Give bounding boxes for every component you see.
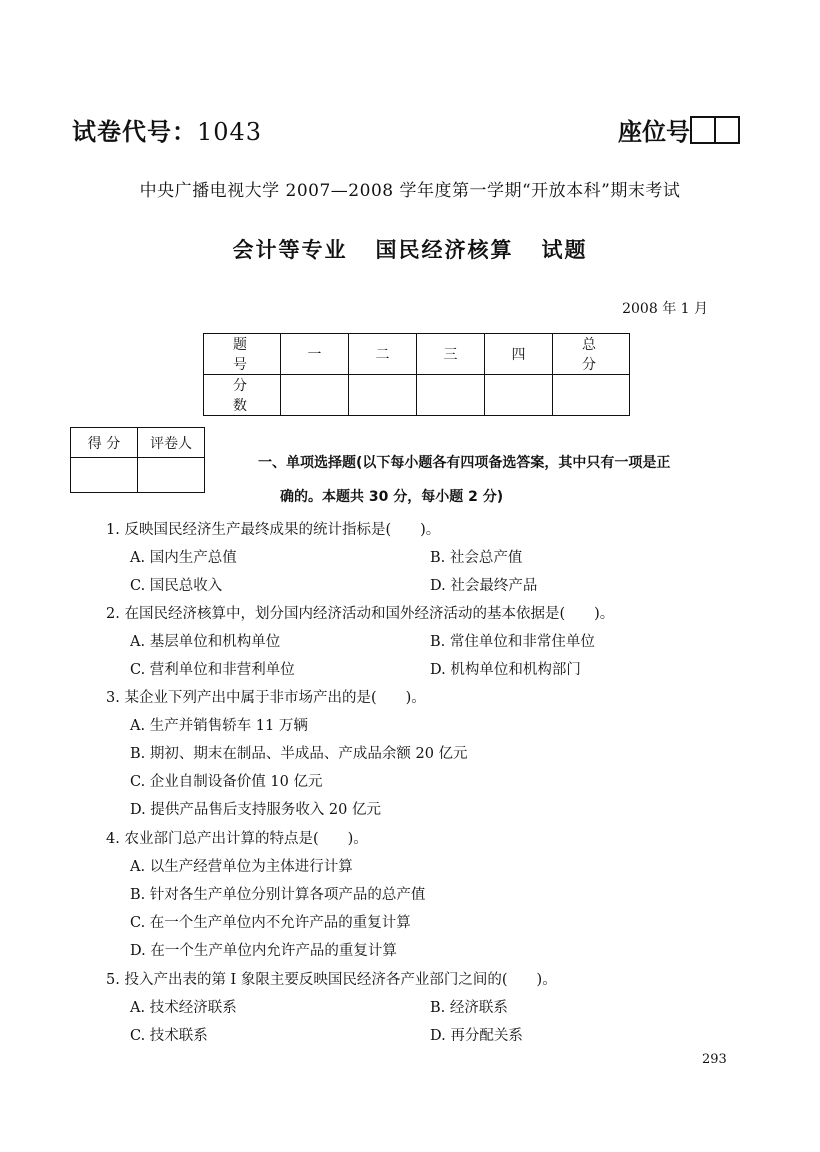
grader-table <box>70 427 205 493</box>
score-entry[interactable] <box>417 375 485 416</box>
score-entry[interactable] <box>485 375 553 416</box>
question-option: B. 期初、期末在制品、半成品、产成品余额 20 亿元 <box>130 746 468 762</box>
score-cell: 二 <box>349 334 417 375</box>
question-option: A. 基层单位和机构单位 <box>130 634 281 650</box>
score-table <box>203 333 630 416</box>
score-cell: 题 号 <box>204 334 281 375</box>
score-header-row <box>204 334 630 375</box>
question-option: D. 在一个生产单位内允许产品的重复计算 <box>130 943 397 959</box>
score-cell: 一 <box>281 334 349 375</box>
grader-entry[interactable] <box>138 458 205 493</box>
question-option: A. 技术经济联系 <box>130 1000 237 1016</box>
question-stem: 2. 在国民经济核算中，划分国内经济活动和国外经济活动的基本依据是( )。 <box>106 606 615 622</box>
grader-entry-row <box>71 458 205 493</box>
question-option: C. 在一个生产单位内不允许产品的重复计算 <box>130 915 411 931</box>
grader-cell: 评卷人 <box>138 428 205 458</box>
score-entry[interactable] <box>553 375 630 416</box>
section-heading: 一、单项选择题(以下每小题各有四项备选答案，其中只有一项是正 <box>258 455 671 471</box>
question-option: A. 国内生产总值 <box>130 550 237 566</box>
question-option: A. 生产并销售轿车 11 万辆 <box>130 718 308 734</box>
question-stem: 1. 反映国民经济生产最终成果的统计指标是( )。 <box>106 522 441 538</box>
seat-label: 座位号 <box>618 118 690 146</box>
paper-code-label: 试卷代号： <box>72 118 197 146</box>
exam-date: 2008 年 1 月 <box>622 301 708 317</box>
question-option: C. 技术联系 <box>130 1028 208 1044</box>
grader-entry[interactable] <box>71 458 138 493</box>
score-cell: 四 <box>485 334 553 375</box>
university-line: 中央广播电视大学 2007—2008 学年度第一学期“开放本科”期末考试 <box>139 181 681 201</box>
question-option: D. 机构单位和机构部门 <box>430 662 581 678</box>
grader-header-row <box>71 428 205 458</box>
seat-box[interactable] <box>690 116 716 144</box>
grader-cell: 得 分 <box>71 428 138 458</box>
section-heading: 确的。本题共 30 分，每小题 2 分) <box>280 489 504 505</box>
question-option: D. 社会最终产品 <box>430 578 538 594</box>
question-option: B. 社会总产值 <box>430 550 523 566</box>
question-option: D. 提供产品售后支持服务收入 20 亿元 <box>130 802 381 818</box>
question-option: D. 再分配关系 <box>430 1028 523 1044</box>
exam-title <box>0 234 820 264</box>
seat-number <box>618 112 740 147</box>
question-option: C. 企业自制设备价值 10 亿元 <box>130 774 323 790</box>
seat-box[interactable] <box>714 116 740 144</box>
question-option: B. 针对各生产单位分别计算各项产品的总产值 <box>130 887 426 903</box>
score-cell: 三 <box>417 334 485 375</box>
question-option: B. 经济联系 <box>430 1000 508 1016</box>
score-cell: 分 数 <box>204 375 281 416</box>
question-stem: 3. 某企业下列产出中属于非市场产出的是( )。 <box>106 690 426 706</box>
question-stem: 5. 投入产出表的第 Ⅰ 象限主要反映国民经济各产业部门之间的( )。 <box>106 972 557 988</box>
question-stem: 4. 农业部门总产出计算的特点是( )。 <box>106 831 368 847</box>
exam-course: 国民经济核算 <box>375 238 514 262</box>
question-option: C. 营利单位和非营利单位 <box>130 662 295 678</box>
exam-major: 会计等专业 <box>232 238 348 262</box>
paper-code-value: 1043 <box>197 118 263 146</box>
score-value-row <box>204 375 630 416</box>
question-option: C. 国民总收入 <box>130 578 223 594</box>
paper-code <box>72 112 262 147</box>
page-number: 293 <box>702 1052 727 1067</box>
seat-boxes <box>692 116 740 144</box>
question-option: B. 常住单位和非常住单位 <box>430 634 595 650</box>
score-cell: 总 分 <box>553 334 630 375</box>
question-option: A. 以生产经营单位为主体进行计算 <box>130 859 353 875</box>
score-entry[interactable] <box>349 375 417 416</box>
exam-kind: 试题 <box>541 238 588 262</box>
score-entry[interactable] <box>281 375 349 416</box>
